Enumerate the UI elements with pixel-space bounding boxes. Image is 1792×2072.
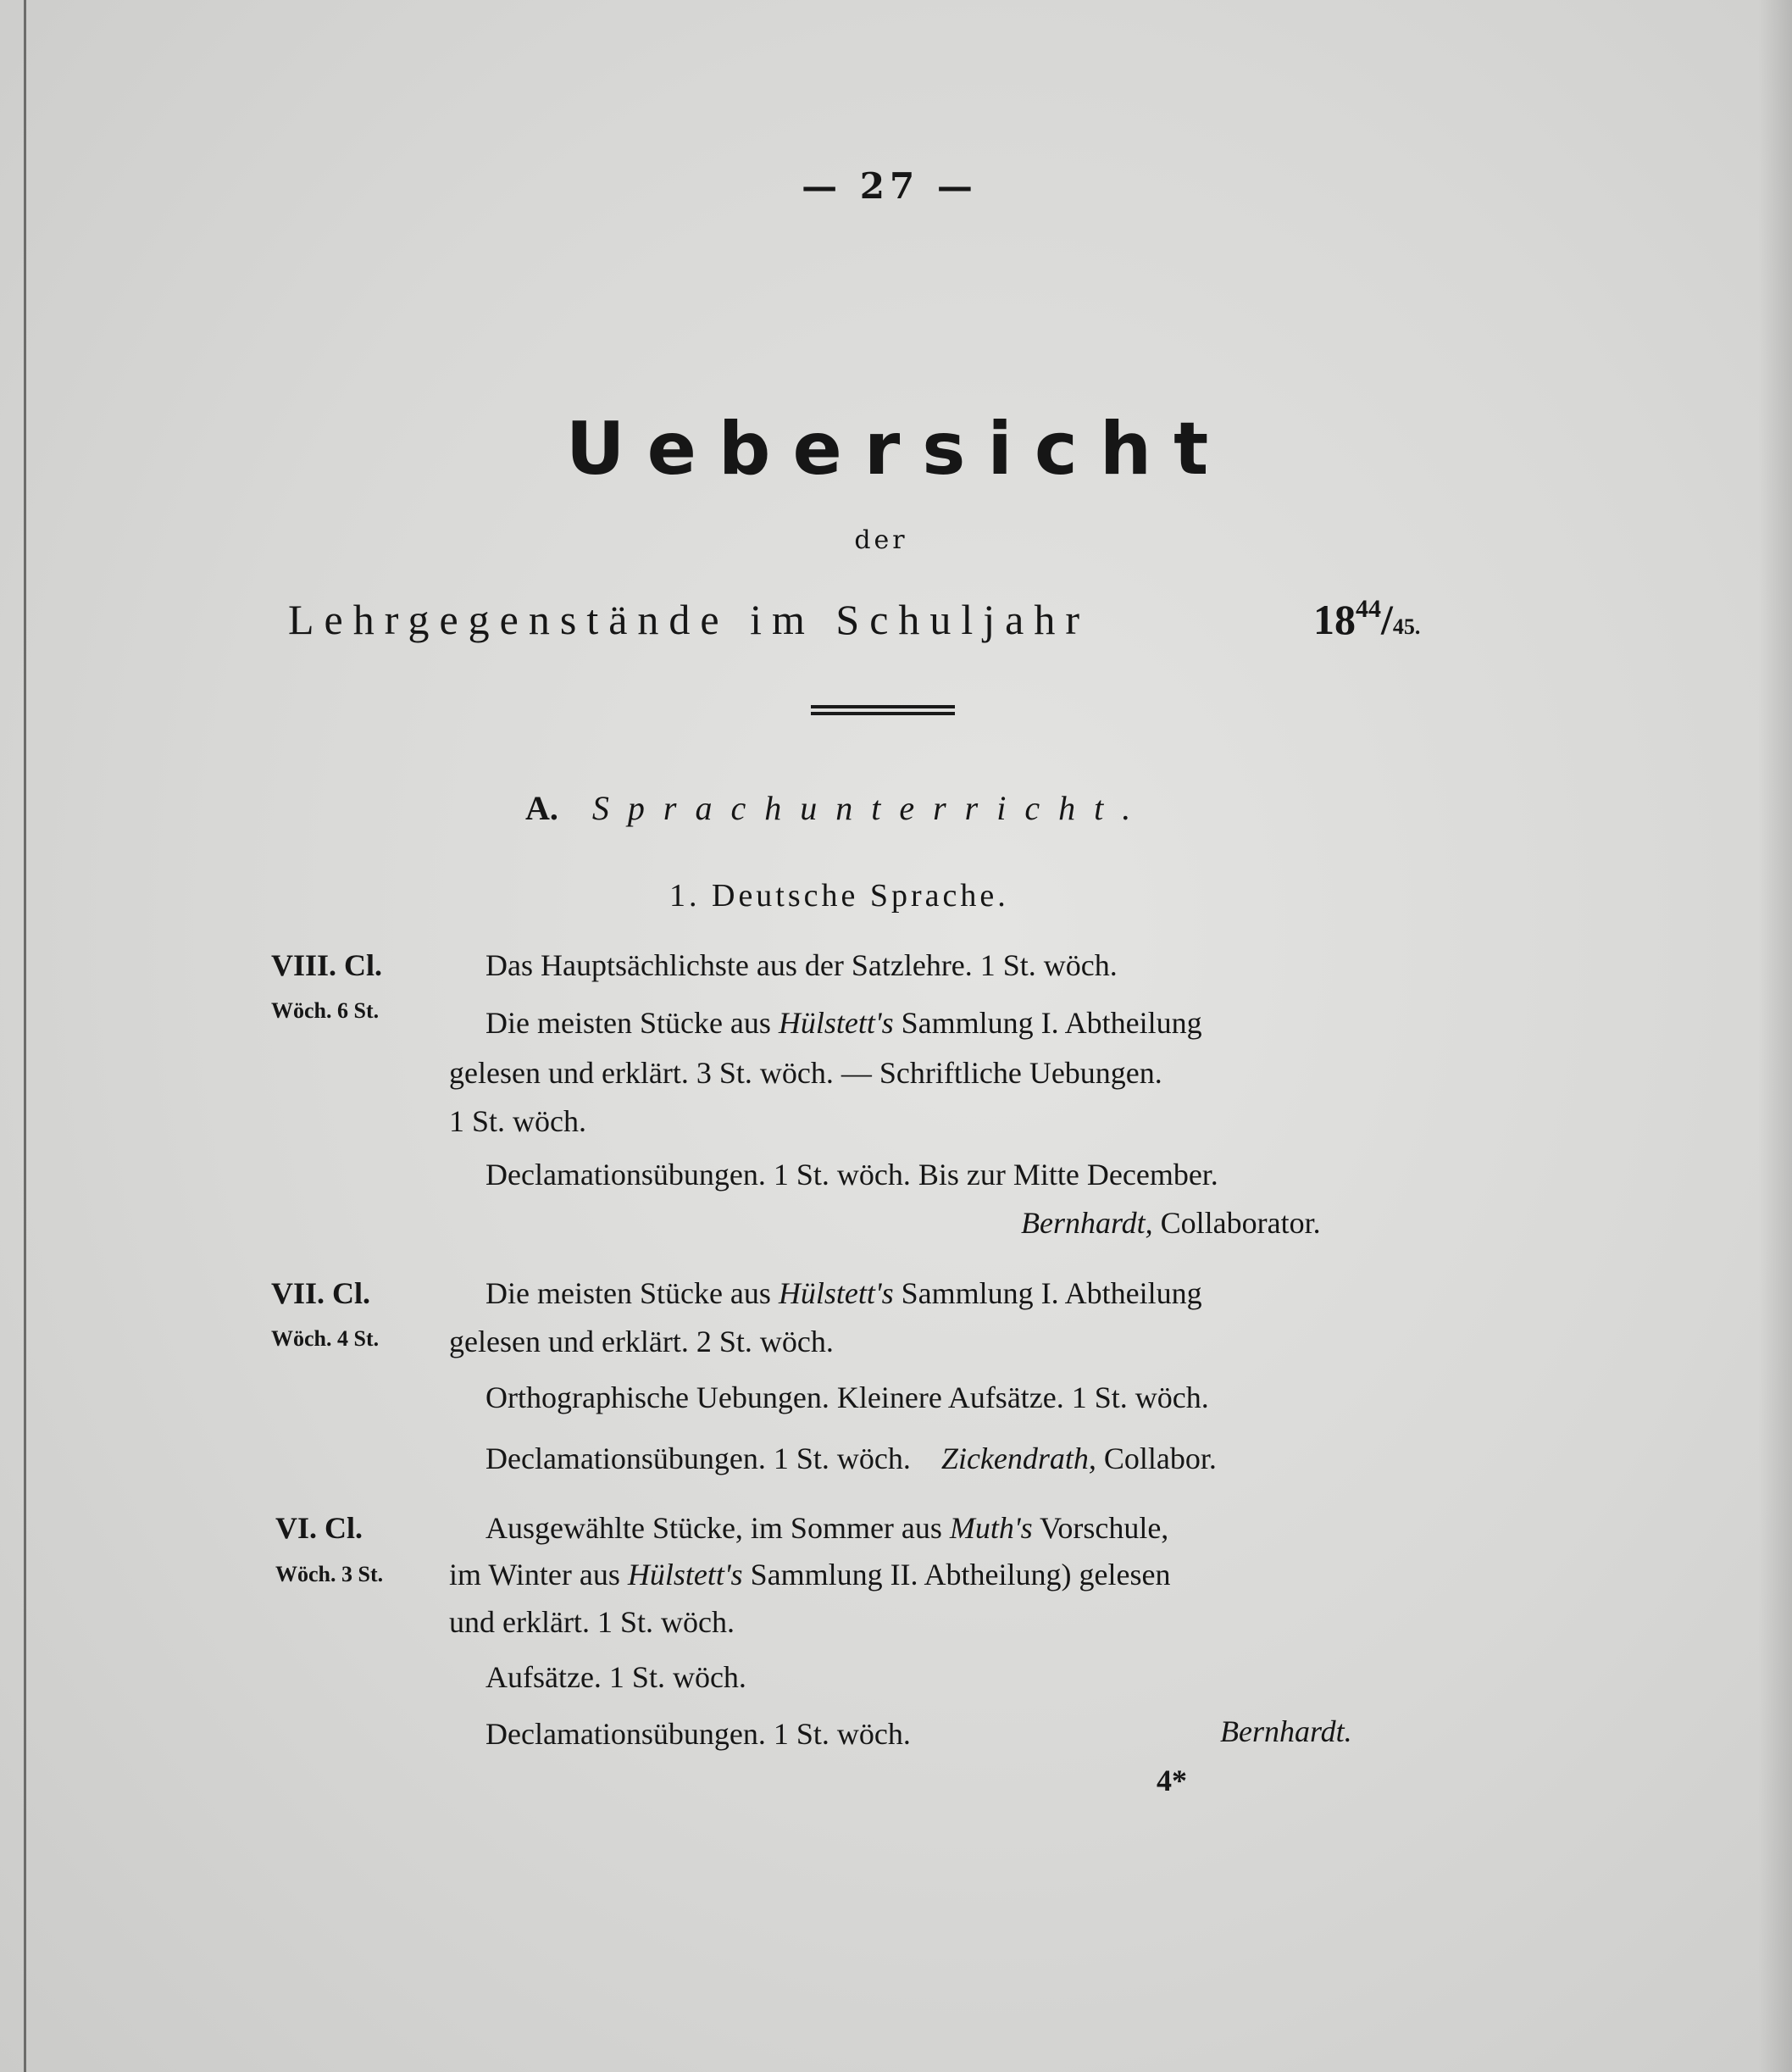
viii-line-2c: Sammlung I. Abtheilung (901, 1006, 1202, 1040)
viii-line-3: gelesen und erklärt. 3 St. wöch. — Schriftliche Uebungen. (449, 1056, 1162, 1090)
vi-line-1a: Ausgewählte Stücke, im Sommer aus (485, 1511, 942, 1545)
class-label-viii: VIII. Cl. (271, 948, 383, 982)
vii-line-1b: Hülstett's (778, 1276, 894, 1310)
vii-line-4a: Declamationsübungen. 1 St. wöch. (485, 1442, 911, 1475)
viii-line-5: Declamationsübungen. 1 St. wöch. Bis zur Mitte December. (485, 1158, 1218, 1192)
vi-line-1b: Muth's (949, 1511, 1033, 1545)
viii-line-2b: Hülstett's (778, 1006, 894, 1040)
year-sub: 45. (1392, 614, 1421, 639)
subsection-heading: 1. Deutsche Sprache. (669, 878, 1009, 914)
section-letter: A. (525, 789, 558, 827)
year-main: 18 (1313, 596, 1356, 643)
vii-line-4b: Zickendrath, (940, 1442, 1096, 1475)
title-connector: der (854, 525, 908, 555)
binding-edge (24, 0, 26, 2072)
class-label-vi: VI. Cl. (275, 1511, 363, 1545)
hours-label-vii: Wöch. 4 St. (271, 1326, 380, 1351)
viii-line-1: Das Hauptsächlichste aus der Satzlehre. 1 St. wöch. (485, 948, 1118, 982)
viii-sig-role: Collaborator. (1160, 1206, 1321, 1240)
year-sup: 44 (1356, 595, 1381, 623)
hours-label-vi: Wöch. 3 St. (275, 1562, 384, 1586)
vii-line-1c: Sammlung I. Abtheilung (901, 1276, 1202, 1310)
vi-sig-name: Bernhardt. (1220, 1714, 1352, 1748)
vi-line-2c: Sammlung II. Abtheilung) gelesen (750, 1558, 1171, 1591)
vi-line-5: Declamationsübungen. 1 St. wöch. (485, 1717, 911, 1751)
vi-signature (1220, 1714, 1352, 1749)
vii-line-3: Orthographische Uebungen. Kleinere Aufsätze. 1 St. wöch. (485, 1380, 1209, 1414)
vii-line-1a: Die meisten Stücke aus (485, 1276, 771, 1310)
class-label-vii: VII. Cl. (271, 1276, 371, 1310)
vi-line-1c: Vorschule, (1039, 1511, 1169, 1545)
page-subtitle: Lehrgegenstände im Schuljahr (288, 596, 1090, 643)
page-number: — 27 — (802, 165, 978, 207)
viii-line-4: 1 St. wöch. (449, 1104, 586, 1138)
vii-line-4 (485, 1441, 1217, 1476)
vii-line-1 (485, 1275, 1202, 1311)
viii-line-2 (485, 1005, 1202, 1041)
vi-line-4: Aufsätze. 1 St. wöch. (485, 1660, 746, 1694)
title-divider (811, 705, 955, 715)
signature-mark: 4* (1157, 1764, 1187, 1797)
viii-sig-name: Bernhardt, (1021, 1206, 1153, 1240)
section-label: Sprachunterricht. (591, 789, 1150, 827)
vii-line-2: gelesen und erklärt. 2 St. wöch. (449, 1325, 834, 1358)
section-heading (525, 788, 1149, 828)
page-title: Uebersicht (565, 407, 1231, 492)
vi-line-2b: Hülstett's (627, 1558, 743, 1591)
page-edge-shadow (1758, 0, 1792, 2072)
viii-line-2a: Die meisten Stücke aus (485, 1006, 771, 1040)
year-sep: / (1381, 596, 1393, 643)
vii-line-4c: Collabor. (1103, 1442, 1217, 1475)
vi-line-2a: im Winter aus (449, 1558, 620, 1591)
viii-signature (1021, 1205, 1321, 1241)
vi-line-3: und erklärt. 1 St. wöch. (449, 1605, 735, 1639)
school-year (1313, 595, 1420, 644)
vi-line-1 (485, 1510, 1168, 1546)
vi-line-2 (449, 1557, 1170, 1592)
hours-label-viii: Wöch. 6 St. (271, 998, 380, 1023)
